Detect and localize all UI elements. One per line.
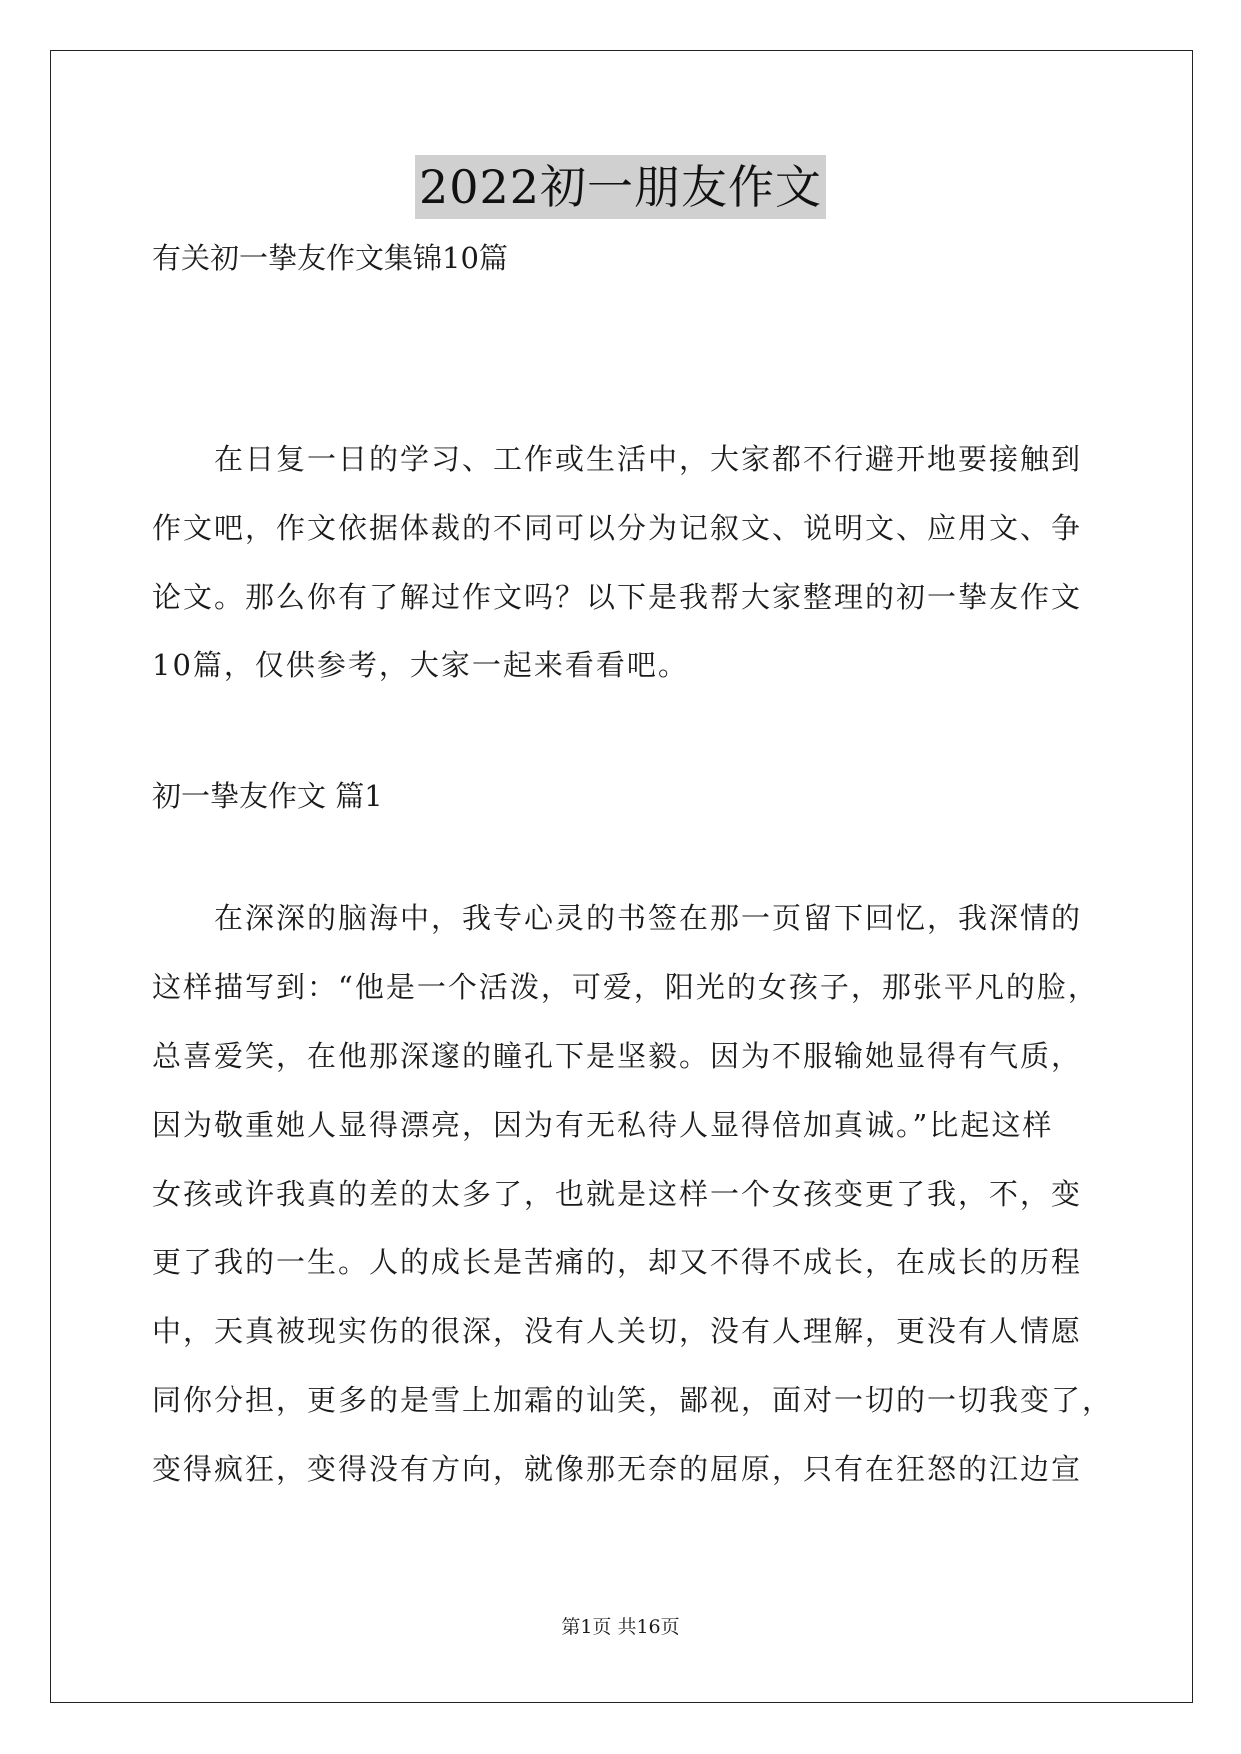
- intro-line: 10篇，仅供参考，大家一起来看看吧。: [152, 648, 689, 682]
- document-title: 2022初一朋友作文: [415, 155, 826, 219]
- intro-line: 在日复一日的学习、工作或生活中，大家都不行避开地要接触到: [214, 442, 1083, 476]
- body-line: 总喜爱笑，在他那深邃的瞳孔下是坚毅。因为不服输她显得有气质，: [152, 1039, 1083, 1073]
- section-heading: 初一挚友作文 篇1: [152, 779, 383, 813]
- body-line: 变得疯狂，变得没有方向，就像那无奈的屈原，只有在狂怒的江边宣: [152, 1452, 1083, 1486]
- page-footer: 第1页 共16页: [561, 1616, 680, 1638]
- body-line: 这样描写到：“他是一个活泼，可爱，阳光的女孩子，那张平凡的脸，: [152, 970, 1099, 1004]
- body-line: 因为敬重她人显得漂亮，因为有无私待人显得倍加真诚。”比起这样: [152, 1108, 1054, 1142]
- body-line: 女孩或许我真的差的太多了，也就是这样一个女孩变更了我，不，变: [152, 1177, 1083, 1211]
- body-line: 更了我的一生。人的成长是苦痛的，却又不得不成长，在成长的历程: [152, 1245, 1083, 1279]
- intro-line: 论文。那么你有了解过作文吗？以下是我帮大家整理的初一挚友作文: [152, 580, 1083, 614]
- body-line: 同你分担，更多的是雪上加霜的讪笑，鄙视，面对一切的一切我变了，: [152, 1383, 1114, 1417]
- title-container: [0, 155, 1241, 219]
- body-line: 中，天真被现实伤的很深，没有人关切，没有人理解，更没有人情愿: [152, 1314, 1083, 1348]
- intro-line: 作文吧，作文依据体裁的不同可以分为记叙文、说明文、应用文、争: [152, 511, 1083, 545]
- document-subtitle: 有关初一挚友作文集锦10篇: [152, 241, 508, 275]
- body-line: 在深深的脑海中，我专心灵的书签在那一页留下回忆，我深情的: [214, 901, 1083, 935]
